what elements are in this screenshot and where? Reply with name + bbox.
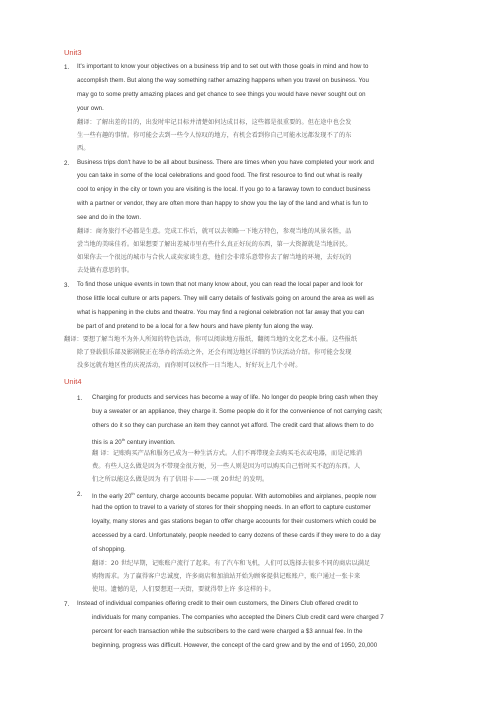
unit4-item2-en-line: accessed by a card. Unfortunately, people needed to carry dozens of these cards if they were to do a day — [92, 532, 381, 539]
unit3-item2-en-line: cool to enjoy in the city or town you are visiting is the local. If you go to a faraway town to conduct business — [77, 186, 371, 193]
unit4-heading: Unit4 — [64, 377, 82, 386]
unit3-item2-cn-line: 去处做有意思的事。 — [77, 267, 134, 274]
unit4-item2-en-line: had the option to travel to a variety of stores for their shopping needs. In an effort to capture customer — [92, 504, 371, 511]
unit3-heading: Unit3 — [64, 48, 82, 57]
unit3-item2-cn-line: 翻译：商务旅行不必都是生意。完成工作后，就可以去领略一下地方特色，参观当地的风景名胜，品 — [77, 228, 352, 235]
unit3-item3-cn-line: 没多远就有地区性的庆祝活动，而你则可以权作一日当地人，好好玩上几个小时。 — [77, 362, 302, 369]
unit4-item1-number: 1. — [77, 395, 83, 402]
unit4-item7-en-line: individuals for many companies. The companies who accepted the Diners Club credit card were charged 7 — [92, 614, 384, 621]
unit4-item1-en-line: this is a 20th century invention. — [92, 437, 176, 447]
unit3-item3-en-line: be part of and pretend to be a local for a few hours and have plenty fun along the way. — [77, 323, 314, 330]
unit4-item1-cn-line: 们之所以能这么做是因为 有了信用卡——一项 20世纪 的发明。 — [92, 476, 269, 483]
unit3-item3-en-line: those little local culture or arts papers. They will carry details of festivals going on around the area as well as — [77, 295, 374, 302]
unit4-item2-en-line: In the early 20th century, charge accounts became popular. With automobiles and airplanes, people now — [92, 491, 377, 501]
unit3-item1-number: 1. — [64, 64, 70, 71]
unit3-item1-cn-line: 翻译：了解出差的目的，出发时牢记目标并清楚如何达成目标，这些都是很重要的。但在途中也会发 — [77, 119, 352, 126]
unit4-item2-cn-line: 使用。遗憾的是，人们要想逛一天街，要就得带上许 多这样的卡。 — [92, 586, 275, 593]
unit3-item3-cn-line: 翻译：要想了解当地不为外人所知的特色活动，你可以阅读地方报纸，翻阅当地的文化艺术小报。这些报纸 — [64, 336, 358, 343]
unit3-item1-cn-line: 西。 — [77, 145, 90, 152]
unit3-item3-en-line: To find those unique events in town that not many know about, you can read the local paper and look for — [77, 281, 363, 288]
unit4-item7-number: 7. — [64, 601, 70, 608]
unit4-item7-en-line: beginning, progress was difficult. However, the concept of the card grew and by the end of 1950, 20,000 — [92, 642, 378, 649]
unit4-item2-cn-line: 翻译：20 世纪早期，记账账户流行了起来。有了汽车和飞机，人们可以选择去很多不同的商店以满足 — [92, 560, 371, 567]
unit3-item3-en-line: what is happening in the clubs and theatre. You may find a regional celebration not far away that you can — [77, 309, 365, 316]
unit4-item1-en-line: buy a sweater or an appliance, they charge it. Some people do it for the convenience of not carrying cash; — [92, 408, 383, 415]
unit3-item2-en-line: with a partner or vendor, they are often more than happy to show you the lay of the land and what is fun to — [77, 200, 368, 207]
unit4-item1-cn-line: 费。有些人这么做是因为不带现金很方便，另一些人则是因为可以购买自己暂时买不起的东西。人 — [92, 463, 361, 470]
unit4-item1-en-line: Charging for products and services has become a way of life. No longer do people bring cash when they — [92, 394, 378, 401]
unit3-item1-en-line: It's important to know your objectives on a business trip and to set out with those goals in mind and how to — [77, 63, 369, 70]
unit3-item2-en-line: you can take in some of the local celebrations and good food. The first resource to find out what is really — [77, 172, 363, 179]
unit3-item1-en-line: may go to some pretty amazing places and get chance to see things you would have never sought out on — [77, 91, 366, 98]
unit3-item2-cn-line: 尝当地的美味佳肴。如果想要了解出差城市里有些什么真正好玩的东西，第一大资源就是当地居民。 — [77, 241, 352, 248]
unit4-item2-en-line: loyalty, many stores and gas stations began to offer charge accounts for their customers which could be — [92, 518, 377, 525]
unit3-item2-en-line: Business trips don't have to be all about business. There are times when you have completed your work and — [77, 159, 374, 166]
unit4-item7-en-line: Instead of individual companies offering credit to their own customers, the Diners Club offered credit to — [77, 600, 359, 607]
unit4-item7-en-line: percent for each transaction while the subscribers to the card were charged a $3 annual fee. In the — [92, 628, 363, 635]
unit3-item3-cn-line: 除了登载俱乐部及影剧院正在举办的活动之外，还会有周边地区详细的节庆活动介绍。你可能会发现 — [77, 349, 352, 356]
unit4-item2-en-line: of shopping. — [92, 546, 126, 553]
unit4-item2-number: 2. — [77, 491, 83, 498]
unit3-item1-en-line: accomplish them. But along the way something rather amazing happens when you travel on business. You — [77, 77, 369, 84]
unit3-item2-cn-line: 如果你去一个很远的城市与合伙人或卖家谈生意，他们会非常乐意带你去了解当地的环境，去好玩的 — [77, 254, 352, 261]
unit4-item2-cn-line: 购物需求。为了赢得客户忠诚度，许多商店和加油站开始为顾客提供记账账户，账户通过一张卡来 — [92, 573, 361, 580]
unit3-item3-number: 3. — [64, 282, 70, 289]
unit3-item2-en-line: see and do in the town. — [77, 214, 142, 221]
unit3-item2-number: 2. — [64, 160, 70, 167]
unit4-item1-en-line: others do it so they can purchase an item they cannot yet afford. The credit card that allows them to do — [92, 422, 374, 429]
unit3-item1-en-line: your own. — [77, 105, 104, 112]
unit3-item1-cn-line: 生一些有趣的事情。你可能会去到一些令人惊叹的地方，有机会看到你自己可能永远都发现不了的东 — [77, 132, 352, 139]
unit4-item1-cn-line: 翻 译：记账购买产品和服务已成为一种生活方式。人们不再带现金去购买毛衣或电器，而是记账消 — [92, 450, 363, 457]
